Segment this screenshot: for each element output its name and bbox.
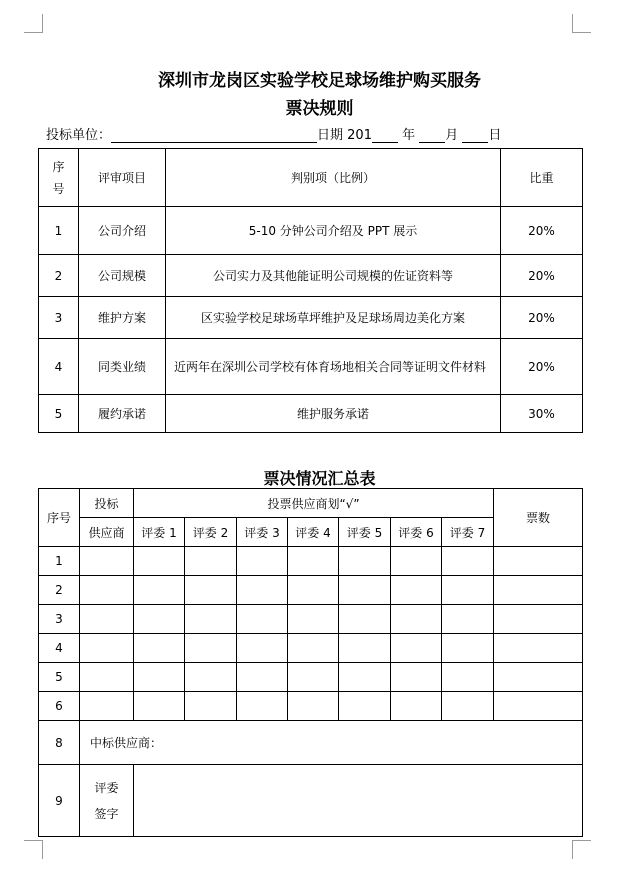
row-weight: 20% — [501, 255, 583, 297]
row-criteria: 区实验学校足球场草坪维护及足球场周边美化方案 — [166, 297, 501, 339]
signature-label-bottom: 签字 — [94, 806, 119, 821]
table-row — [39, 605, 583, 634]
cell[interactable] — [134, 547, 185, 576]
cell[interactable] — [185, 634, 237, 663]
judge-header: 评委 5 — [339, 518, 391, 547]
cell[interactable] — [339, 663, 391, 692]
cell[interactable] — [185, 547, 237, 576]
winner-row — [39, 721, 583, 765]
day-blank[interactable] — [462, 128, 488, 143]
cell[interactable] — [391, 692, 442, 721]
summary-title: 票决情况汇总表 — [263, 469, 376, 488]
row-seq: 8 — [39, 721, 80, 765]
judge-header: 评委 6 — [391, 518, 442, 547]
row-seq: 1 — [39, 547, 80, 576]
cell[interactable] — [237, 576, 288, 605]
row-seq: 2 — [39, 576, 80, 605]
cell[interactable] — [494, 692, 583, 721]
cell[interactable] — [134, 634, 185, 663]
cell[interactable] — [288, 576, 339, 605]
row-seq: 3 — [39, 297, 79, 339]
cell[interactable] — [339, 547, 391, 576]
row-weight: 20% — [501, 339, 583, 395]
summary-table — [38, 488, 583, 837]
cell[interactable] — [442, 576, 494, 605]
cell[interactable] — [339, 692, 391, 721]
rules-header-row — [39, 149, 583, 207]
row-item: 履约承诺 — [79, 395, 166, 433]
table-row — [39, 339, 583, 395]
cell[interactable] — [288, 547, 339, 576]
header-seq: 序号 — [39, 489, 80, 547]
row-seq: 5 — [39, 663, 80, 692]
row-criteria: 近两年在深圳公司学校有体育场地相关合同等证明文件材料 — [166, 339, 501, 395]
judge-header: 评委 1 — [134, 518, 185, 547]
cell[interactable] — [494, 605, 583, 634]
date-label: 日期 201 — [317, 128, 372, 143]
cell[interactable] — [339, 576, 391, 605]
day-label: 日 — [488, 128, 502, 143]
cell[interactable] — [288, 634, 339, 663]
document-title: 深圳市龙岗区实验学校足球场维护购买服务 — [158, 71, 481, 91]
header-seq: 序号 — [39, 149, 79, 207]
table-row — [39, 634, 583, 663]
cell[interactable] — [494, 576, 583, 605]
table-row — [39, 395, 583, 433]
header-item: 评审项目 — [79, 149, 166, 207]
crop-mark-bottom-left — [24, 840, 43, 859]
judge-header: 评委 2 — [185, 518, 237, 547]
row-weight: 30% — [501, 395, 583, 433]
cell[interactable] — [391, 605, 442, 634]
cell[interactable] — [391, 547, 442, 576]
bidder-blank[interactable] — [111, 128, 317, 143]
cell[interactable] — [288, 663, 339, 692]
cell[interactable] — [494, 547, 583, 576]
cell[interactable] — [288, 605, 339, 634]
cell[interactable] — [185, 663, 237, 692]
cell[interactable] — [442, 663, 494, 692]
cell[interactable] — [80, 634, 134, 663]
cell[interactable] — [442, 605, 494, 634]
month-blank[interactable] — [419, 128, 445, 143]
cell[interactable] — [494, 663, 583, 692]
cell[interactable] — [134, 663, 185, 692]
row-criteria: 公司实力及其他能证明公司规模的佐证资料等 — [166, 255, 501, 297]
header-vote-group: 投票供应商划“√” — [134, 489, 494, 518]
summary-header-row — [39, 489, 583, 518]
row-seq: 5 — [39, 395, 79, 433]
cell[interactable] — [134, 692, 185, 721]
cell[interactable] — [288, 692, 339, 721]
cell[interactable] — [185, 692, 237, 721]
row-criteria: 5-10 分钟公司介绍及 PPT 展示 — [166, 207, 501, 255]
row-item: 公司规模 — [79, 255, 166, 297]
row-seq: 1 — [39, 207, 79, 255]
cell[interactable] — [185, 576, 237, 605]
document-subtitle: 票决规则 — [285, 99, 354, 119]
header-votes: 票数 — [494, 489, 583, 547]
cell[interactable] — [494, 634, 583, 663]
row-seq: 2 — [39, 255, 79, 297]
judge-header: 评委 7 — [442, 518, 494, 547]
cell[interactable] — [237, 634, 288, 663]
cell[interactable] — [442, 547, 494, 576]
crop-mark-top-left — [24, 14, 43, 33]
row-criteria: 维护服务承诺 — [166, 395, 501, 433]
row-item: 公司介绍 — [79, 207, 166, 255]
judge-header: 评委 3 — [237, 518, 288, 547]
table-row — [39, 663, 583, 692]
row-weight: 20% — [501, 297, 583, 339]
cell[interactable] — [339, 605, 391, 634]
signature-row — [39, 765, 583, 837]
cell[interactable] — [237, 547, 288, 576]
bidder-label: 投标单位： — [46, 128, 112, 143]
cell[interactable] — [80, 663, 134, 692]
winner-label[interactable]: 中标供应商： — [80, 721, 583, 765]
year-label: 年 — [402, 128, 416, 143]
judge-header: 评委 4 — [288, 518, 339, 547]
table-row — [39, 297, 583, 339]
cell[interactable] — [391, 634, 442, 663]
cell[interactable] — [391, 663, 442, 692]
row-seq: 4 — [39, 634, 80, 663]
signature-label-top: 评委 — [94, 780, 119, 795]
cell[interactable] — [442, 692, 494, 721]
rules-table — [38, 148, 583, 433]
year-blank[interactable] — [372, 128, 398, 143]
info-line — [46, 124, 501, 143]
month-label: 月 — [445, 128, 459, 143]
cell[interactable] — [442, 634, 494, 663]
cell[interactable] — [80, 692, 134, 721]
cell[interactable] — [237, 692, 288, 721]
row-seq: 6 — [39, 692, 80, 721]
cell[interactable] — [80, 547, 134, 576]
row-seq: 4 — [39, 339, 79, 395]
table-row — [39, 692, 583, 721]
signature-area[interactable] — [134, 765, 583, 837]
table-row — [39, 255, 583, 297]
crop-mark-bottom-right — [572, 840, 591, 859]
cell[interactable] — [237, 605, 288, 634]
row-seq: 3 — [39, 605, 80, 634]
table-row — [39, 547, 583, 576]
header-bidder-top: 投标 — [80, 489, 134, 518]
header-weight: 比重 — [501, 149, 583, 207]
row-seq: 9 — [39, 765, 80, 837]
cell[interactable] — [237, 663, 288, 692]
header-bidder-bottom: 供应商 — [80, 518, 134, 547]
row-item: 同类业绩 — [79, 339, 166, 395]
table-row — [39, 207, 583, 255]
cell[interactable] — [80, 605, 134, 634]
signature-label — [80, 765, 134, 837]
header-criteria: 判别项（比例） — [166, 149, 501, 207]
cell[interactable] — [80, 576, 134, 605]
cell[interactable] — [134, 576, 185, 605]
cell[interactable] — [134, 605, 185, 634]
row-item: 维护方案 — [79, 297, 166, 339]
cell[interactable] — [391, 576, 442, 605]
cell[interactable] — [185, 605, 237, 634]
cell[interactable] — [339, 634, 391, 663]
table-row — [39, 576, 583, 605]
crop-mark-top-right — [572, 14, 591, 33]
row-weight: 20% — [501, 207, 583, 255]
